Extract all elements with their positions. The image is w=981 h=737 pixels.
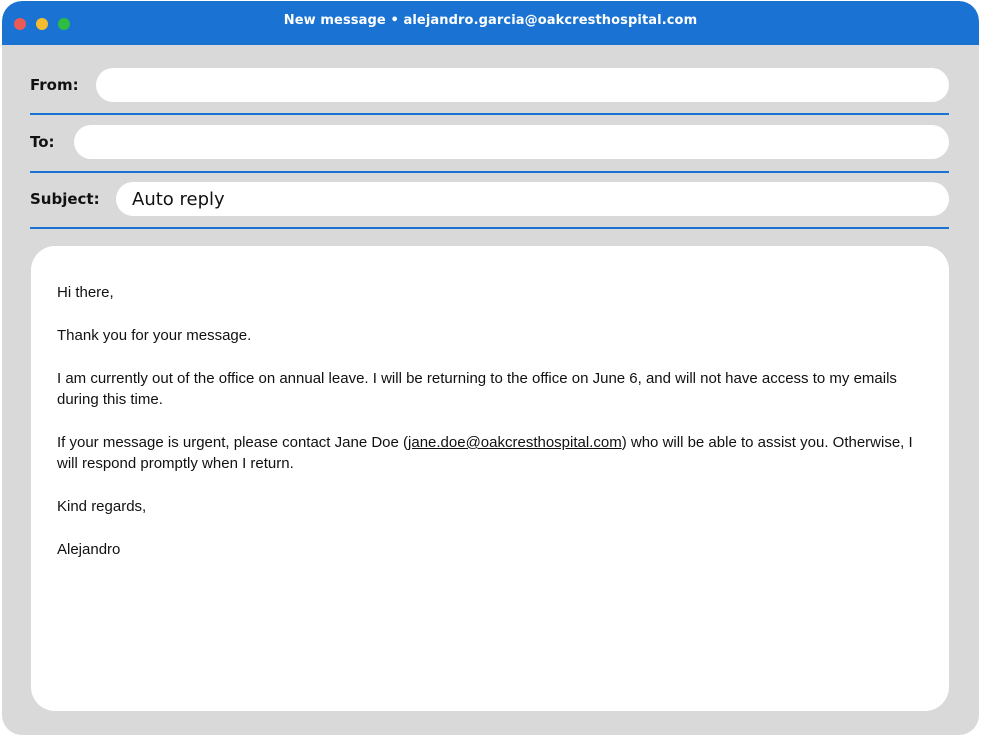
message-body[interactable] [31, 246, 949, 711]
body-signature: Alejandro [57, 541, 121, 558]
subject-label: Subject: [30, 190, 100, 208]
from-field[interactable] [96, 68, 949, 102]
subject-field[interactable] [116, 182, 949, 216]
urgent-prefix: If your message is urgent, please contact Jane Doe ( [57, 434, 409, 451]
email-compose-window [2, 1, 979, 735]
urgent-close: ) [621, 434, 627, 451]
jane-doe-email-link[interactable]: jane.doe@oakcresthospital.com [408, 434, 622, 451]
body-closing: Kind regards, [57, 498, 147, 515]
body-greeting: Hi there, [57, 284, 114, 301]
window-title: New message • alejandro.garcia@oakcresthospital.com [283, 13, 698, 28]
to-row [30, 125, 949, 161]
subject-row [30, 182, 949, 218]
to-divider [30, 171, 949, 173]
from-label: From: [30, 76, 79, 94]
body-urgent [57, 432, 917, 474]
subject-divider [30, 227, 949, 229]
urgent-suffix: who will be able to assist you. Otherwise, I will respond promptly when I return. [57, 434, 913, 472]
body-leave: I am currently out of the office on annual leave. I will be returning to the office on June 6, and will not have access to my emails during this time. [57, 370, 897, 408]
title-bar [2, 1, 979, 45]
from-row [30, 68, 949, 104]
to-label: To: [30, 133, 55, 151]
from-divider [30, 113, 949, 115]
to-field[interactable] [74, 125, 949, 159]
body-thanks: Thank you for your message. [57, 327, 252, 344]
